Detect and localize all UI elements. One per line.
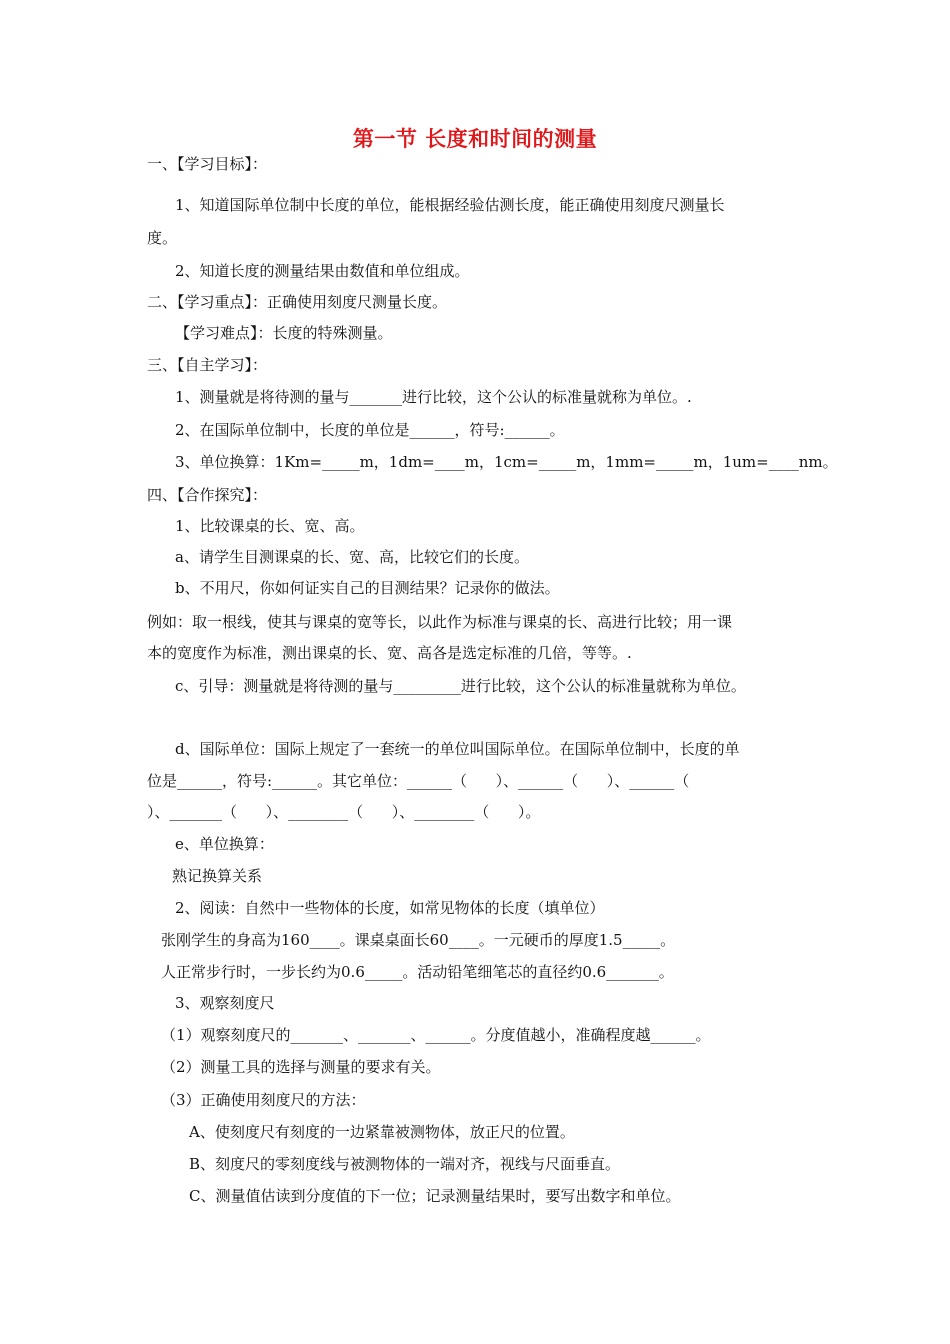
cooperation-item-d: d、国际单位：国际上规定了一套统一的单位叫国际单位。在国际单位制中，长度的单 bbox=[175, 740, 740, 758]
cooperation-item-d-line-2: 位是______，符号:______。其它单位：______（ ）、______（ ）、______（ bbox=[147, 772, 690, 790]
section-heading-self-study: 三、【自主学习】： bbox=[147, 356, 268, 374]
cooperation-item-b: b、不用尺，你如何证实自己的目测结果？记录你的做法。 bbox=[175, 579, 560, 597]
section-heading-cooperation: 四、【合作探究】： bbox=[147, 486, 268, 504]
cooperation-item-1: 1、比较课桌的长、宽、高。 bbox=[175, 517, 365, 535]
objective-1-continued: 度。 bbox=[147, 229, 178, 247]
difficulty-point: 【学习难点】：长度的特殊测量。 bbox=[175, 324, 393, 342]
ruler-method-a: A、使刻度尺有刻度的一边紧靠被测物体，放正尺的位置。 bbox=[189, 1123, 575, 1141]
cooperation-item-d-line-3: ）、_______（ ）、________（ ）、________（ ）。 bbox=[147, 803, 541, 821]
ruler-method-b: B、刻度尺的零刻度线与被测物体的一端对齐，视线与尺面垂直。 bbox=[189, 1155, 621, 1173]
section-heading-objectives: 一、【学习目标】： bbox=[147, 155, 268, 173]
self-study-item-3: 3、单位换算：1Km=_____m，1dm=____m，1cm=_____m，1mm=_____m，1um=____nm。 bbox=[175, 453, 838, 471]
cooperation-item-e: e、单位换算： bbox=[175, 835, 274, 853]
ruler-sub-2: （2）测量工具的选择与测量的要求有关。 bbox=[161, 1058, 441, 1076]
cooperation-item-c: c、引导：测量就是将待测的量与_________进行比较，这个公认的标准量就称为单位。 bbox=[175, 677, 746, 695]
reading-line-2: 人正常步行时，一步长约为0.6_____。活动铅笔细笔芯的直径约0.6_______。 bbox=[161, 963, 674, 981]
reading-item-2: 2、阅读：自然中一些物体的长度，如常见物体的长度（填单位） bbox=[175, 899, 605, 917]
cooperation-item-a: a、请学生目测课桌的长、宽、高，比较它们的长度。 bbox=[175, 548, 529, 566]
section-heading-key-points: 二、【学习重点】：正确使用刻度尺测量长度。 bbox=[147, 293, 448, 311]
self-study-item-1: 1、测量就是将待测的量与_______进行比较，这个公认的标准量就称为单位。. bbox=[175, 388, 692, 406]
ruler-method-c: C、测量值估读到分度值的下一位；记录测量结果时，要写出数字和单位。 bbox=[189, 1187, 681, 1205]
ruler-sub-3: （3）正确使用刻度尺的方法： bbox=[161, 1091, 366, 1109]
document-title: 第一节 长度和时间的测量 bbox=[352, 127, 598, 151]
reading-line-1: 张刚学生的身高为160____。课桌桌面长60____。一元硬币的厚度1.5_____。 bbox=[161, 931, 676, 949]
self-study-item-2: 2、在国际单位制中，长度的单位是______，符号:______。 bbox=[175, 421, 565, 439]
ruler-item-3: 3、观察刻度尺 bbox=[175, 994, 275, 1012]
example-line-2: 本的宽度作为标准，测出课桌的长、宽、高各是选定标准的几倍，等等。. bbox=[147, 644, 632, 662]
memorize-conversions: 熟记换算关系 bbox=[172, 867, 263, 885]
ruler-sub-1: （1）观察刻度尺的_______、_______、______。分度值越小，准确程度越______。 bbox=[161, 1026, 711, 1044]
example-line-1: 例如：取一根线，使其与课桌的宽等长，以此作为标准与课桌的长、高进行比较；用一课 bbox=[147, 613, 733, 631]
objective-1: 1、知道国际单位制中长度的单位，能根据经验估测长度，能正确使用刻度尺测量长 bbox=[175, 196, 725, 214]
objective-2: 2、知道长度的测量结果由数值和单位组成。 bbox=[175, 262, 470, 280]
